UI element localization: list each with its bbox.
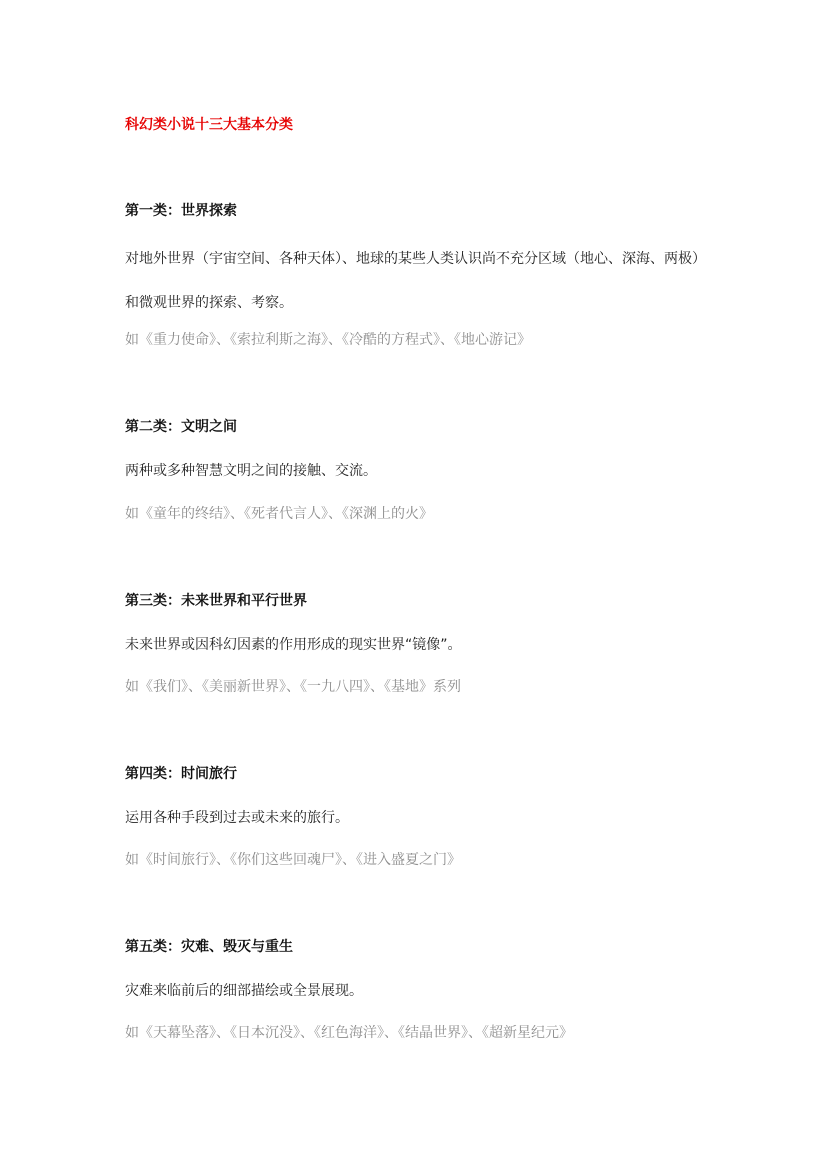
section-examples: 如《童年的终结》、《死者代言人》、《深渊上的火》 (125, 506, 433, 522)
document-title: 科幻类小说十三大基本分类 (125, 117, 293, 133)
section-examples: 如《我们》、《美丽新世界》、《一九八四》、《基地》系列 (125, 679, 461, 695)
section-description: 灾难来临前后的细部描绘或全景展现。 (125, 983, 363, 999)
section-examples: 如《重力使命》、《索拉利斯之海》、《冷酷的方程式》、《地心游记》 (125, 332, 531, 348)
section-heading: 第四类：时间旅行 (125, 766, 237, 782)
section-future-parallel-worlds (125, 592, 725, 654)
section-examples: 如《天幕坠落》、《日本沉没》、《红色海洋》、《结晶世界》、《超新星纪元》 (125, 1025, 573, 1041)
section-examples: 如《时间旅行》、《你们这些回魂尸》、《进入盛夏之门》 (125, 852, 461, 868)
section-disaster-rebirth (125, 938, 725, 1000)
section-description: 两种或多种智慧文明之间的接触、交流。 (125, 463, 377, 479)
section-description: 运用各种手段到过去或未来的旅行。 (125, 810, 349, 826)
section-heading: 第一类：世界探索 (125, 203, 237, 219)
section-world-exploration (125, 202, 725, 325)
section-time-travel (125, 765, 725, 827)
section-heading: 第五类：灾难、毁灭与重生 (125, 939, 293, 955)
section-heading: 第三类：未来世界和平行世界 (125, 593, 307, 609)
section-description: 对地外世界（宇宙空间、各种天体）、地球的某些人类认识尚不充分区域（地心、深海、两极）和微观世界的探索、考察。 (125, 251, 706, 311)
section-heading: 第二类：文明之间 (125, 419, 237, 435)
section-description: 未来世界或因科幻因素的作用形成的现实世界“镜像”。 (125, 637, 462, 653)
section-between-civilizations (125, 418, 725, 480)
